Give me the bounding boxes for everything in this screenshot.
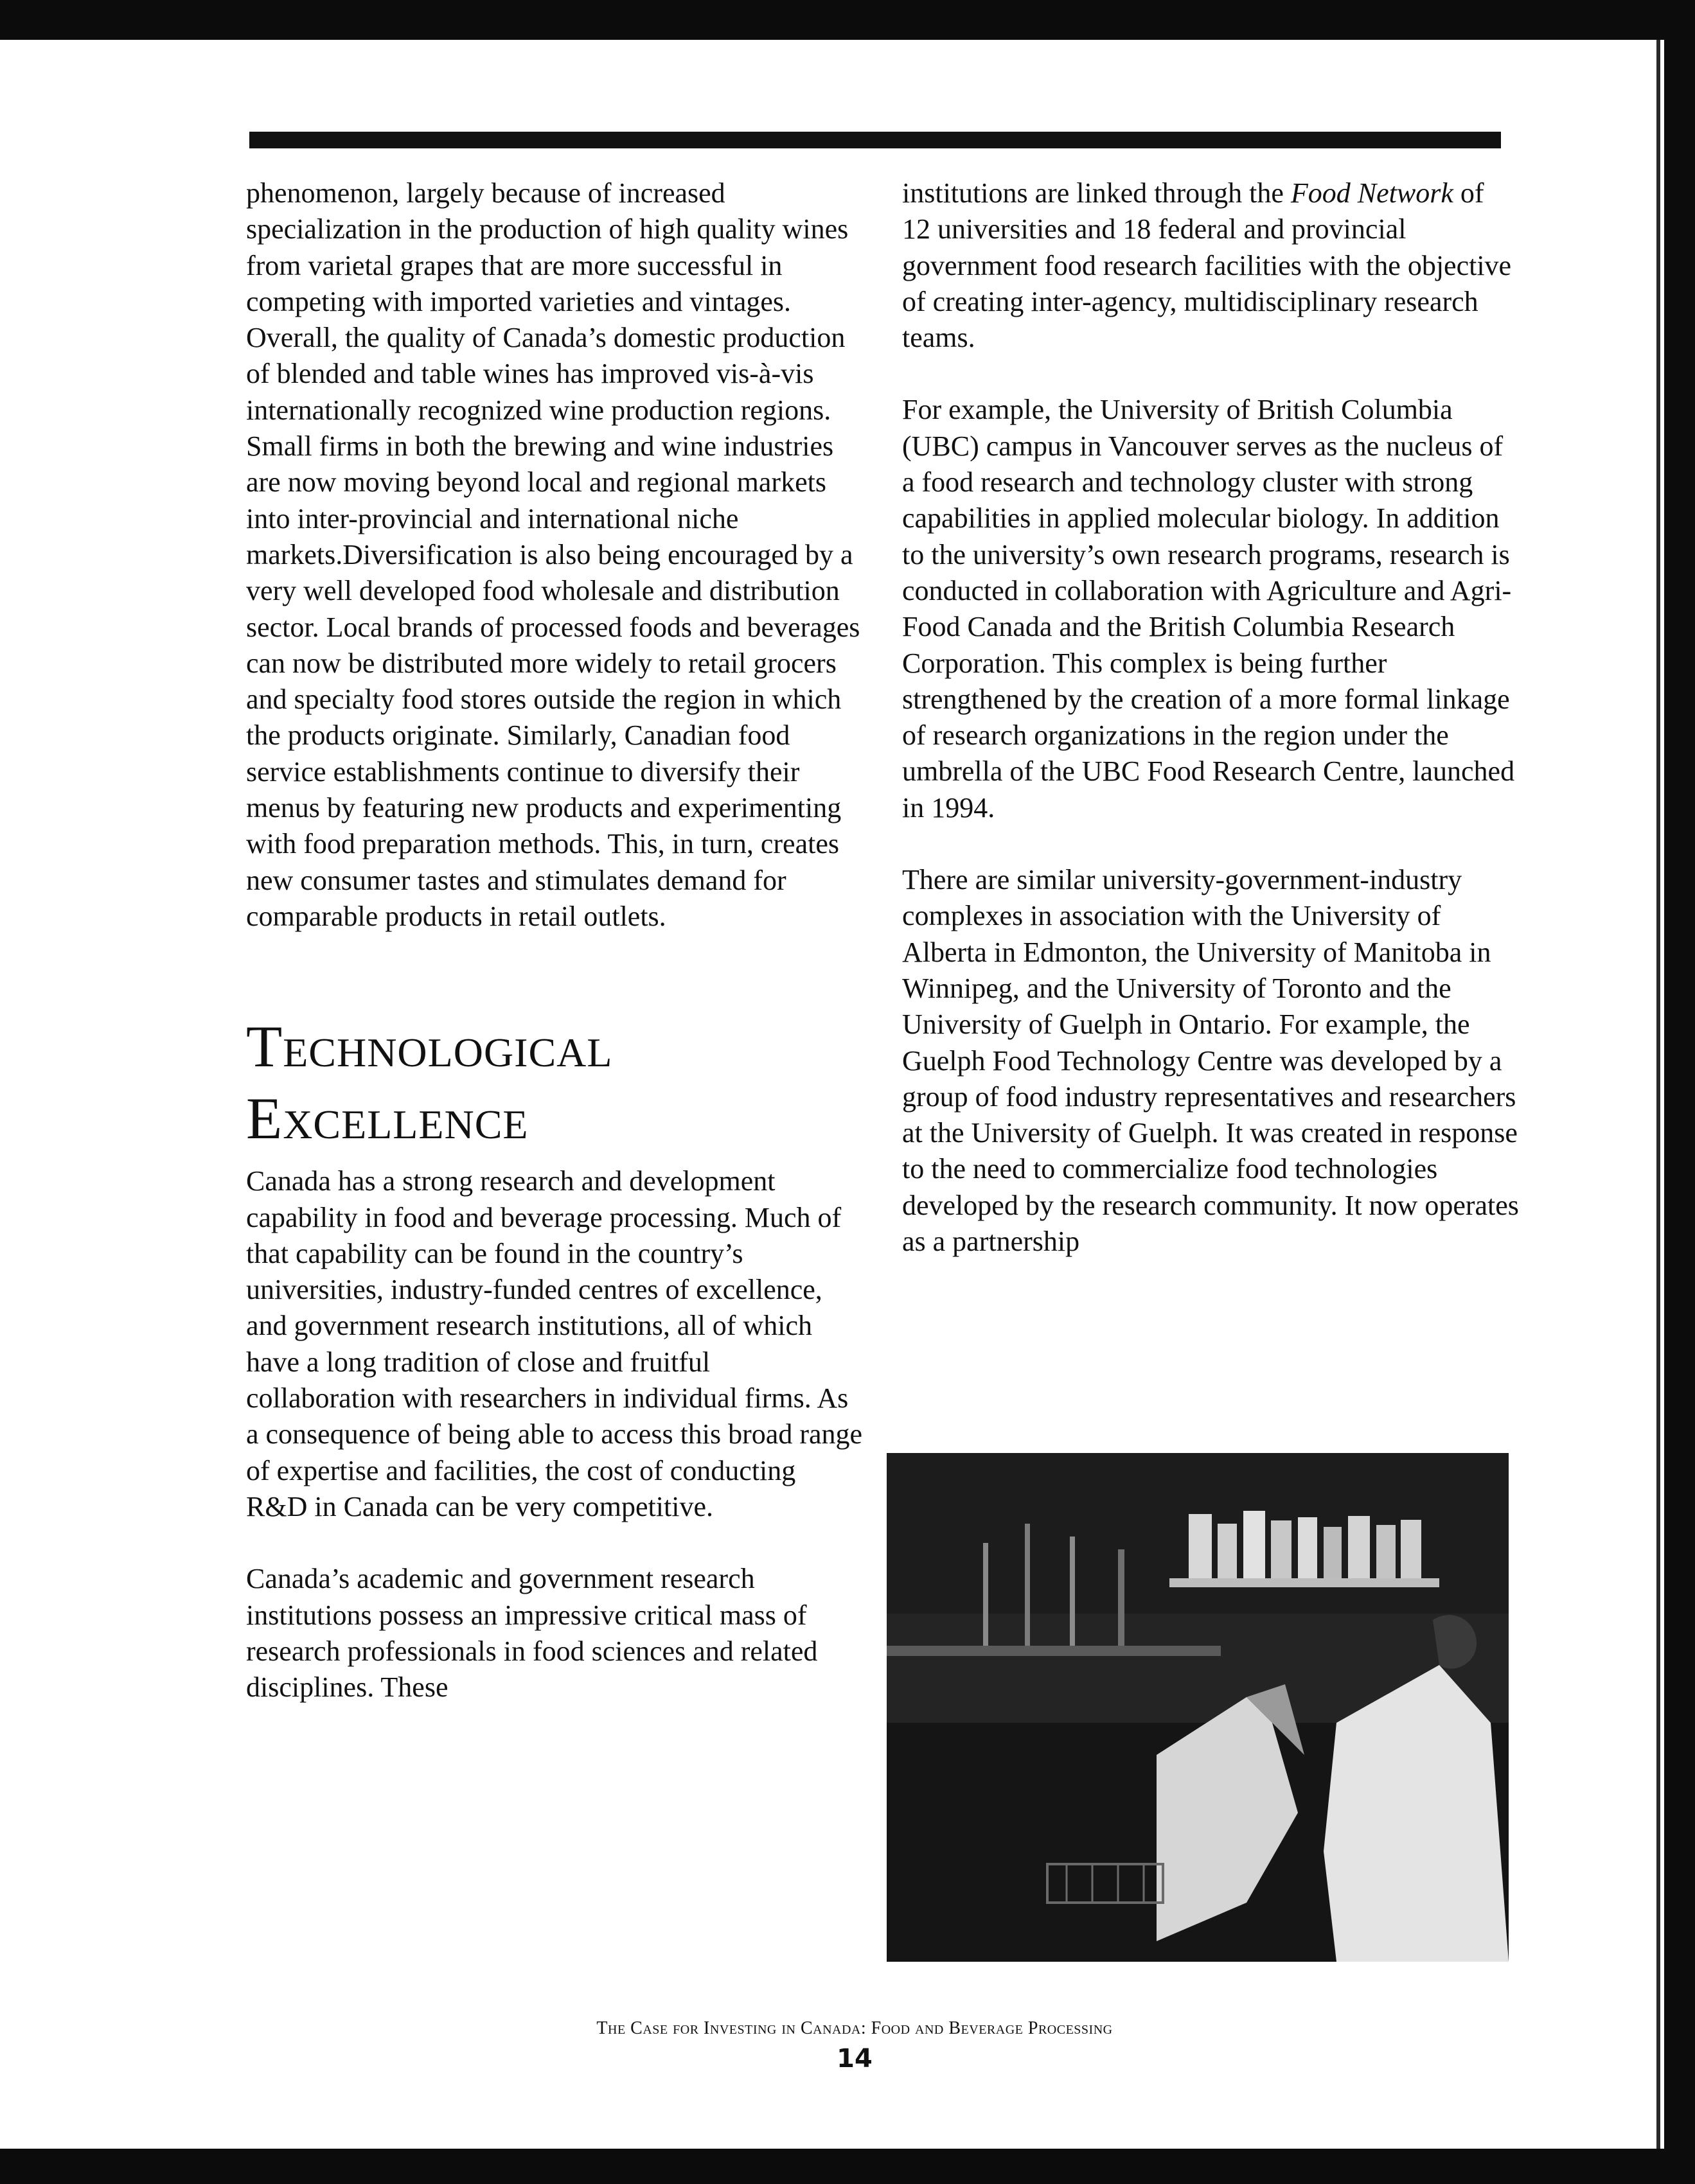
header-rule — [249, 132, 1501, 148]
scan-border-bottom — [0, 2149, 1695, 2184]
scan-border-right-edge — [1656, 40, 1660, 2149]
left-column — [246, 175, 863, 1705]
footer-title: The Case for Investing in Canada: Food and Beverage Processing — [596, 2018, 1113, 2038]
laboratory-photo — [887, 1453, 1509, 1962]
body-paragraph: For example, the University of British Columbia (UBC) campus in Vancouver serves as the nucleus of a food research and technology cluster with strong capabilities in applied molecular biology. In addition to the university’s own research programs, research is conducted in collaboration with Agriculture and Agri-Food Canada and the British Columbia Research Corporation. This complex is being further strengthened by the creation of a more formal linkage of research organizations in the region under the umbrella of the UBC Food Research Centre, launched in 1994. — [902, 394, 1515, 823]
body-paragraph — [902, 175, 1519, 356]
text-run: of 12 universities and 18 federal and provincial government food research facilities with the objective of creating inter-agency, multidisciplinary research teams. — [902, 177, 1512, 354]
body-paragraph: phenomenon, largely because of increased specialization in the production of high quality wines from varietal grapes that are more successful in competing with imported varieties and vintages. Overall, the quality of Canada’s domestic production of blended and table wines has improved vis-à-vis internationally recognized wine production regions. Small firms in both the brewing and wine industries are now moving beyond local and regional markets into inter-provincial and international niche markets.Diversification is also being encouraged by a very well developed food wholesale and distribution sector. Local brands of processed foods and beverages can now be distributed more widely to retail grocers and specialty food stores outside the region in which the products originate. Similarly, Canadian food service establishments continue to diversify their menus by featuring new products and experimenting with food preparation methods. This, in turn, creates new consumer tastes and stimulates demand for comparable products in retail outlets. — [246, 177, 860, 932]
right-column — [902, 175, 1519, 1260]
scan-border-right — [1664, 40, 1695, 2149]
page-number: 14 — [837, 2044, 873, 2074]
body-paragraph: Canada has a strong research and development capability in food and beverage processing. Much of that capability can be found in the country’s universities, industry-funded centres of excellence, and government research institutions, all of which have a long tradition of close and fruitful collaboration with researchers in individual firms. As a consequence of being able to access this broad range of expertise and facilities, the cost of conducting R&D in Canada can be very competitive. — [246, 1165, 863, 1522]
section-heading — [246, 1010, 863, 1154]
italic-text: Food Network — [1290, 177, 1453, 209]
text-run: institutions are linked through the — [902, 177, 1291, 209]
section-heading-line: Excellence — [246, 1086, 529, 1152]
body-paragraph: There are similar university-government-industry complexes in association with the University of Alberta in Edmonton, the University of Manitoba in Winnipeg, and the University of Toronto and the University of Guelph in Ontario. For example, the Guelph Food Technology Centre was developed by a group of food industry representatives and researchers at the University of Guelph. It was created in response to the need to commercialize food technologies developed by the research community. It now operates as a partnership — [902, 864, 1519, 1258]
section-heading-line: Technological — [246, 1014, 613, 1080]
body-paragraph: Canada’s academic and government research institutions possess an impressive critical mass of research professionals in food sciences and related disciplines. These — [246, 1563, 818, 1704]
scan-border-top — [0, 0, 1695, 40]
